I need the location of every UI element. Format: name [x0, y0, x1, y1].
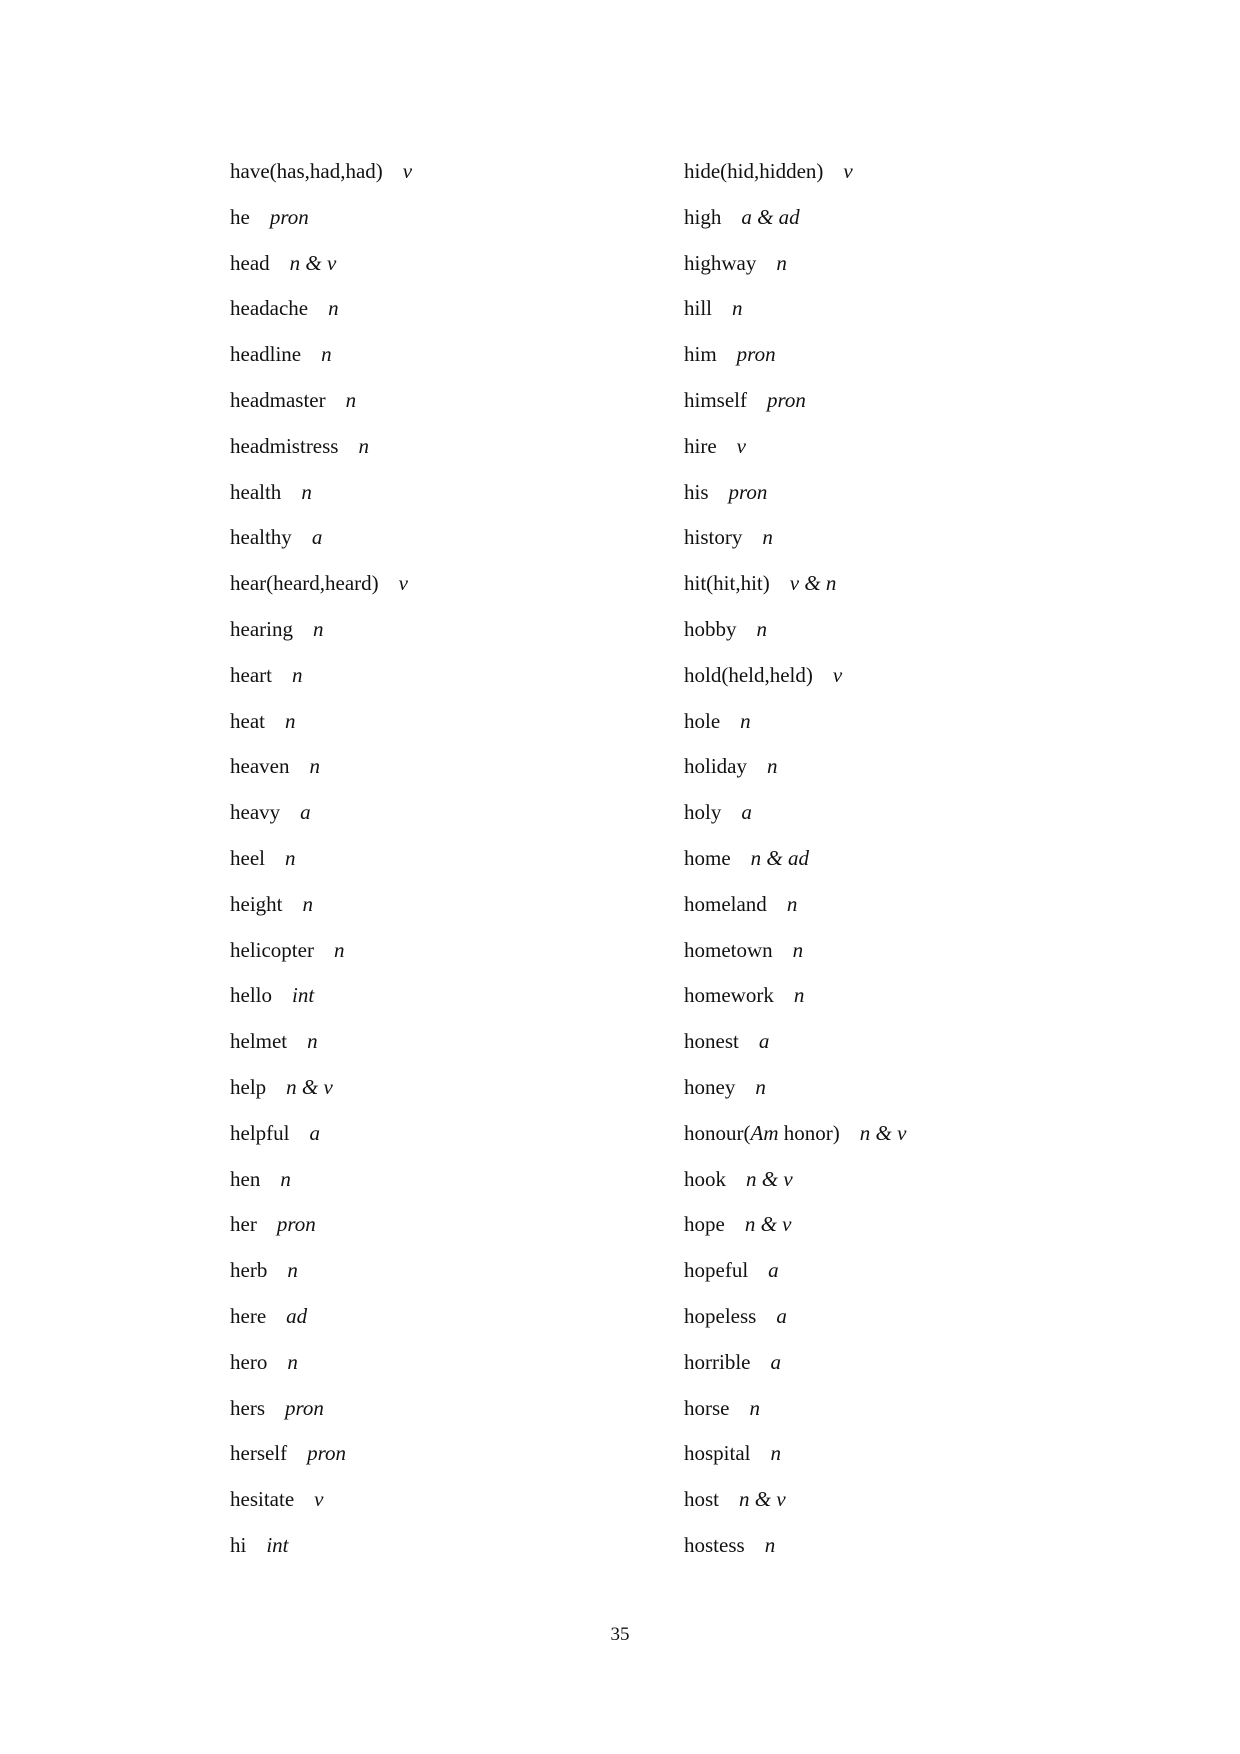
vocab-entry	[684, 526, 1104, 572]
entry-word: honour(Am honor)	[684, 1120, 840, 1145]
entry-part-of-speech: v	[314, 1487, 324, 1512]
vocab-entry	[230, 389, 650, 435]
entry-word: hospital	[684, 1441, 751, 1466]
entry-part-of-speech: n & v	[859, 1120, 907, 1145]
entry-part-of-speech: n	[358, 433, 369, 458]
entry-part-of-speech: n	[321, 342, 332, 367]
entry-part-of-speech: n	[762, 525, 773, 550]
entry-word: hook	[684, 1166, 726, 1191]
entry-word: holy	[684, 800, 722, 825]
left-word-column	[230, 160, 650, 1580]
entry-part-of-speech: n	[749, 1395, 760, 1420]
entry-word: have(has,had,had)	[230, 159, 383, 183]
entry-part-of-speech: pron	[307, 1441, 347, 1466]
vocab-entry	[684, 1259, 1104, 1305]
entry-part-of-speech: a	[309, 1120, 320, 1145]
entry-part-of-speech: a	[741, 800, 752, 825]
entry-word: hit(hit,hit)	[684, 571, 770, 596]
entry-part-of-speech: n	[301, 479, 312, 504]
vocab-entry	[684, 481, 1104, 527]
vocab-entry	[230, 618, 650, 664]
vocab-entry	[684, 343, 1104, 389]
vocab-entry	[230, 1259, 650, 1305]
vocab-entry	[684, 1488, 1104, 1534]
entry-word: hopeless	[684, 1303, 757, 1328]
entry-part-of-speech: v	[832, 662, 843, 687]
entry-word: hope	[684, 1212, 725, 1237]
entry-word: honest	[684, 1029, 739, 1054]
entry-part-of-speech: n	[767, 754, 778, 779]
vocab-entry	[684, 984, 1104, 1030]
vocab-entry	[230, 664, 650, 710]
entry-word: heaven	[230, 754, 290, 779]
vocab-entry	[230, 1397, 650, 1443]
vocab-entry	[684, 1168, 1104, 1214]
entry-word: height	[230, 891, 283, 916]
vocab-entry	[684, 847, 1104, 893]
entry-word: hometown	[684, 937, 773, 962]
vocab-entry	[684, 893, 1104, 939]
vocab-entry	[230, 297, 650, 343]
entry-word: hero	[230, 1349, 268, 1374]
entry-part-of-speech: n	[309, 754, 320, 779]
entry-word: helmet	[230, 1029, 288, 1054]
entry-word: herself	[230, 1441, 288, 1466]
vocab-entry	[684, 1030, 1104, 1076]
vocab-entry	[230, 1305, 650, 1351]
entry-part-of-speech: ad	[286, 1303, 308, 1328]
vocab-entry	[230, 572, 650, 618]
vocab-entry	[684, 572, 1104, 618]
entry-word: homeland	[684, 891, 767, 916]
entry-word: help	[230, 1074, 267, 1099]
vocab-entry	[684, 939, 1104, 985]
vocab-entry	[684, 1213, 1104, 1259]
vocab-entry	[684, 664, 1104, 710]
vocab-entry	[684, 389, 1104, 435]
entry-word: hold(held,held)	[684, 662, 813, 687]
vocab-entry	[684, 252, 1104, 298]
entry-part-of-speech: n	[755, 1074, 766, 1099]
vocab-entry	[230, 984, 650, 1030]
vocab-entry	[230, 1030, 650, 1076]
entry-part-of-speech: v	[398, 571, 408, 596]
entry-part-of-speech: n	[764, 1532, 776, 1557]
vocab-entry	[684, 1305, 1104, 1351]
entry-part-of-speech: pron	[269, 204, 309, 229]
vocab-entry	[684, 618, 1104, 664]
entry-part-of-speech: pron	[285, 1395, 324, 1420]
vocab-entry	[230, 847, 650, 893]
vocab-entry	[230, 1213, 650, 1259]
entry-word: helpful	[230, 1120, 290, 1145]
entry-part-of-speech: a	[300, 800, 311, 825]
vocab-entry	[230, 1076, 650, 1122]
entry-word: history	[684, 525, 743, 550]
entry-word: holiday	[684, 754, 747, 779]
vocab-entry	[230, 252, 650, 298]
right-word-column	[684, 160, 1104, 1580]
entry-word: headline	[230, 342, 302, 367]
entry-part-of-speech: n & v	[739, 1487, 786, 1512]
entry-word: headache	[230, 296, 309, 321]
entry-part-of-speech: n & v	[286, 1074, 333, 1099]
vocab-entry	[230, 481, 650, 527]
entry-word: home	[684, 845, 731, 870]
entry-part-of-speech: int	[266, 1532, 289, 1557]
entry-part-of-speech: n	[328, 296, 339, 321]
entry-part-of-speech: v	[736, 433, 746, 458]
entry-part-of-speech: v & n	[789, 571, 837, 596]
entry-word: highway	[684, 250, 757, 275]
vocab-entry	[684, 801, 1104, 847]
entry-part-of-speech: n	[287, 1349, 298, 1374]
entry-part-of-speech: n	[302, 891, 313, 916]
entry-word: horse	[684, 1395, 730, 1420]
vocab-entry	[684, 1076, 1104, 1122]
entry-word: hi	[230, 1532, 247, 1557]
entry-word: hearing	[230, 616, 293, 641]
entry-word: his	[684, 479, 709, 504]
entry-part-of-speech: n	[287, 1258, 298, 1283]
vocab-entry	[230, 801, 650, 847]
entry-word: head	[230, 250, 270, 275]
entry-part-of-speech: n	[756, 616, 767, 641]
vocab-entry	[230, 1488, 650, 1534]
entry-word: headmaster	[230, 387, 326, 412]
vocab-entry	[684, 206, 1104, 252]
vocab-entry	[230, 1351, 650, 1397]
entry-word: hole	[684, 708, 721, 733]
vocab-entry	[684, 160, 1104, 206]
vocab-entry	[684, 755, 1104, 801]
vocab-entry	[230, 526, 650, 572]
vocab-entry	[684, 1122, 1104, 1168]
vocab-entry	[684, 297, 1104, 343]
entry-part-of-speech: pron	[767, 387, 806, 412]
entry-word: hers	[230, 1395, 265, 1420]
entry-part-of-speech: pron	[736, 342, 776, 367]
entry-word: hear(heard,heard)	[230, 571, 379, 596]
entry-word: hire	[684, 433, 717, 458]
entry-part-of-speech: int	[292, 983, 315, 1008]
entry-word: him	[684, 342, 717, 367]
entry-part-of-speech: n	[732, 296, 743, 321]
entry-word: high	[684, 204, 722, 229]
vocab-entry	[230, 939, 650, 985]
vocab-entry	[230, 1122, 650, 1168]
entry-word: heel	[230, 845, 265, 870]
entry-part-of-speech: n & v	[289, 250, 337, 275]
entry-word: her	[230, 1212, 257, 1237]
entry-part-of-speech: v	[843, 159, 853, 183]
entry-word: healthy	[230, 525, 292, 550]
entry-part-of-speech: n	[786, 891, 798, 916]
entry-word: he	[230, 204, 250, 229]
vocab-entry	[230, 435, 650, 481]
entry-part-of-speech: a	[776, 1303, 787, 1328]
entry-part-of-speech: n	[284, 708, 296, 733]
entry-part-of-speech: n	[793, 983, 805, 1008]
entry-part-of-speech: n	[776, 250, 787, 275]
entry-part-of-speech: n	[792, 937, 804, 962]
entry-part-of-speech: n	[312, 616, 324, 641]
entry-part-of-speech: n	[291, 662, 303, 687]
entry-word: himself	[684, 387, 747, 412]
entry-part-of-speech: n	[740, 708, 751, 733]
vocab-entry	[230, 755, 650, 801]
entry-part-of-speech: v	[402, 159, 413, 183]
vocab-entry	[684, 1397, 1104, 1443]
entry-word: honey	[684, 1074, 736, 1099]
entry-word: health	[230, 479, 282, 504]
vocab-entry	[230, 710, 650, 756]
vocab-entry	[230, 206, 650, 252]
vocab-entry	[230, 893, 650, 939]
entry-part-of-speech: n	[345, 387, 357, 412]
vocab-entry	[684, 1442, 1104, 1488]
entry-word: hopeful	[684, 1258, 749, 1283]
entry-part-of-speech: a	[311, 525, 323, 550]
vocab-entry	[684, 710, 1104, 756]
entry-word: herb	[230, 1258, 268, 1283]
entry-word: homework	[684, 983, 774, 1008]
entry-word: hello	[230, 983, 272, 1008]
entry-word: helicopter	[230, 937, 314, 962]
vocab-entry	[230, 1442, 650, 1488]
vocab-entry	[230, 160, 650, 206]
entry-part-of-speech: a	[768, 1258, 779, 1283]
entry-word: host	[684, 1487, 720, 1512]
entry-part-of-speech: a	[758, 1029, 770, 1054]
entry-word: hen	[230, 1166, 261, 1191]
entry-word: heart	[230, 662, 272, 687]
entry-word: hesitate	[230, 1487, 295, 1512]
entry-part-of-speech: a	[770, 1349, 781, 1374]
entry-part-of-speech: n	[307, 1029, 318, 1054]
entry-part-of-speech: pron	[728, 479, 768, 504]
entry-word: heat	[230, 708, 265, 733]
entry-part-of-speech: n & v	[744, 1212, 792, 1237]
vocab-entry	[684, 1534, 1104, 1580]
entry-part-of-speech: pron	[276, 1212, 316, 1237]
entry-part-of-speech: n	[770, 1441, 781, 1466]
entry-word: hill	[684, 296, 713, 321]
page-number: 35	[610, 1624, 630, 1645]
entry-word: hobby	[684, 616, 737, 641]
vocab-entry	[684, 435, 1104, 481]
entry-part-of-speech: n & ad	[750, 845, 809, 870]
entry-word: headmistress	[230, 433, 339, 458]
vocab-entry	[230, 1168, 650, 1214]
entry-word: heavy	[230, 800, 281, 825]
vocab-entry	[684, 1351, 1104, 1397]
entry-part-of-speech: n	[280, 1166, 291, 1191]
entry-part-of-speech: a & ad	[741, 204, 800, 229]
entry-part-of-speech: n	[284, 845, 296, 870]
vocab-entry	[230, 343, 650, 389]
entry-part-of-speech: n	[333, 937, 345, 962]
entry-word: horrible	[684, 1349, 751, 1374]
entry-word: here	[230, 1303, 267, 1328]
entry-word: hide(hid,hidden)	[684, 159, 824, 183]
vocab-entry	[230, 1534, 650, 1580]
entry-part-of-speech: n & v	[746, 1166, 793, 1191]
entry-word: hostess	[684, 1532, 745, 1557]
